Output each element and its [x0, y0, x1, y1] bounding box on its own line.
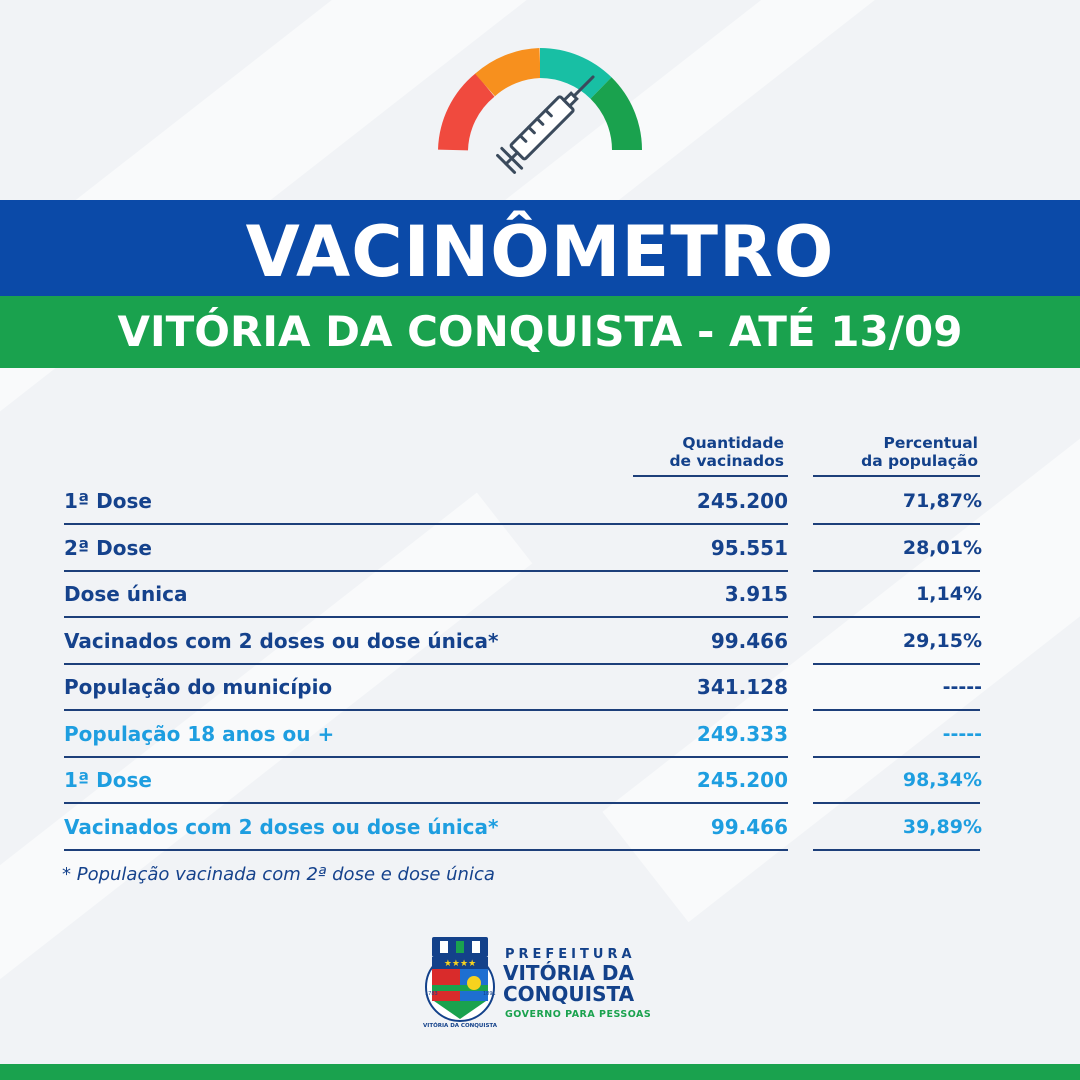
column-header-percent-line2: da população — [861, 452, 978, 470]
gauge-segment-green — [601, 88, 627, 150]
row-percent: 98,34% — [902, 769, 982, 791]
column-header-quantity — [600, 434, 784, 470]
row-label: Vacinados com 2 doses ou dose única* — [64, 628, 499, 653]
row-quantity: 99.466 — [710, 814, 788, 839]
city-seal-icon — [423, 937, 498, 1029]
column-header-percent-line1: Percentual — [883, 434, 978, 452]
row-label: Vacinados com 2 doses ou dose única* — [64, 814, 499, 839]
row-divider — [64, 849, 788, 851]
logo-tagline: GOVERNO PARA PESSOAS — [505, 1009, 652, 1020]
row-percent: 71,87% — [902, 490, 982, 512]
row-quantity: 341.128 — [696, 675, 788, 699]
header-divider-percent — [813, 475, 980, 477]
row-percent: 29,15% — [902, 629, 982, 652]
logo-prefeitura-label: PREFEITURA — [505, 947, 636, 962]
row-percent: 28,01% — [902, 536, 982, 559]
logo-city-line1: VITÓRIA DA — [503, 961, 634, 985]
row-quantity: 99.466 — [710, 628, 788, 653]
table-row — [0, 757, 1080, 803]
header-divider-quantity — [633, 475, 788, 477]
row-quantity: 3.915 — [724, 582, 788, 606]
svg-text:VITÓRIA DA CONQUISTA: VITÓRIA DA CONQUISTA — [423, 1023, 497, 1029]
page-subtitle: VITÓRIA DA CONQUISTA - ATÉ 13/09 — [117, 307, 963, 356]
gauge-segment-red — [453, 85, 485, 150]
footnote: * População vacinada com 2ª dose e dose única — [62, 864, 495, 885]
column-header-quantity-line1: Quantidade — [682, 434, 784, 452]
row-label: População do município — [64, 675, 333, 699]
row-quantity: 95.551 — [710, 535, 788, 560]
table-row — [0, 571, 1080, 617]
bottom-band — [0, 1064, 1080, 1080]
row-label: 1ª Dose — [64, 489, 152, 513]
row-quantity: 245.200 — [696, 768, 788, 792]
row-divider — [813, 849, 980, 851]
table-row — [0, 525, 1080, 571]
svg-text:1891: 1891 — [483, 991, 496, 997]
row-label: População 18 anos ou + — [64, 721, 335, 746]
table-row — [0, 711, 1080, 757]
logo-city-line2: CONQUISTA — [503, 982, 635, 1006]
table-row — [0, 804, 1080, 850]
row-label: 1ª Dose — [64, 768, 152, 792]
gauge-segment-orange — [485, 63, 540, 85]
gauge-segment-teal — [540, 63, 601, 88]
page-title: VACINÔMETRO — [245, 211, 835, 293]
row-percent: 1,14% — [916, 583, 982, 605]
row-percent: ----- — [942, 722, 982, 745]
column-header-quantity-line2: de vacinados — [669, 452, 784, 470]
svg-text:1783: 1783 — [425, 991, 438, 997]
svg-text:★★★★: ★★★★ — [443, 959, 477, 969]
row-quantity: 245.200 — [696, 489, 788, 513]
row-percent: ----- — [942, 676, 982, 698]
row-label: Dose única — [64, 582, 188, 606]
row-quantity: 249.333 — [696, 721, 788, 746]
column-header-percent — [800, 434, 978, 470]
vaccine-gauge-icon — [430, 40, 650, 190]
row-percent: 39,89% — [902, 815, 982, 838]
row-label: 2ª Dose — [64, 535, 152, 560]
table-row — [0, 478, 1080, 524]
table-row — [0, 618, 1080, 664]
table-row — [0, 664, 1080, 710]
